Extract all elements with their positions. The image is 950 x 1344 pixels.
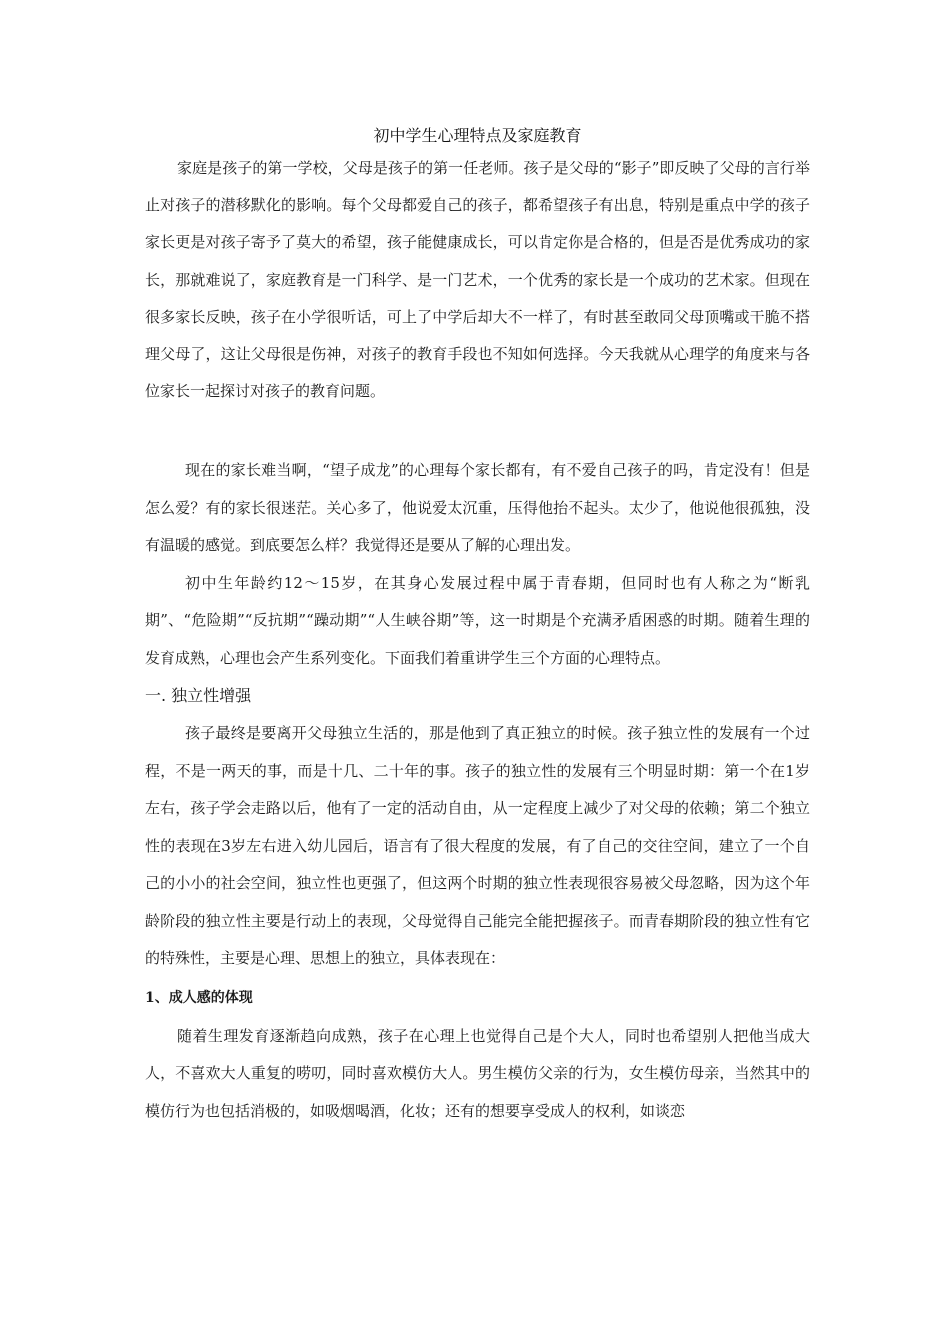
paragraph-age: 初中生年龄约12～15岁，在其身心发展过程中属于青春期，但同时也有人称之为“断乳期”、“危险期”“反抗期”“躁动期”“人生峡谷期”等，这一时期是个充满矛盾困惑的时期。随着生理的发育成熟，心理也会产生系列变化。下面我们着重讲学生三个方面的心理特点。 — [145, 573, 810, 667]
paragraph-adult-sense: 随着生理发育逐渐趋向成熟，孩子在心理上也觉得自己是个大人，同时也希望别人把他当成大人，不喜欢大人重复的唠叨，同时喜欢模仿大人。男生模仿父亲的行为，女生模仿母亲，当然其中的模仿行为也包括消极的，如吸烟喝酒，化妆；还有的想要享受成人的权利，如谈恋 — [145, 1026, 810, 1120]
blank-line — [145, 410, 810, 446]
section-heading-independence: 一. 独立性增强 — [145, 686, 252, 706]
paragraph-parents: 现在的家长难当啊，“望子成龙”的心理每个家长都有，有不爱自己孩子的吗，肯定没有！但是怎么爱？有的家长很迷茫。关心多了，他说爱太沉重，压得他抬不起头。太少了，他说他很孤独，没有温暖的感觉。到底要怎么样？我觉得还是要从了解的心理出发。 — [145, 461, 810, 555]
paragraph-independence: 孩子最终是要离开父母独立生活的，那是他到了真正独立的时候。孩子独立性的发展有一个过程，不是一两天的事，而是十几、二十年的事。孩子的独立性的发展有三个明显时期：第一个在1岁左右，孩子学会走路以后，他有了一定的活动自由，从一定程度上减少了对父母的依赖；第二个独立性的表现在3岁左右进入幼儿园后，语言有了很大程度的发展，有了自己的交往空间，建立了一个自己的小小的社会空间，独立性也更强了，但这两个时期的独立性表现很容易被父母忽略，因为这个年龄阶段的独立性主要是行动上的表现，父母觉得自己能完全能把握孩子。而青春期阶段的独立性有它的特殊性，主要是心理、思想上的独立，具体表现在： — [145, 724, 810, 968]
paragraph-intro: 家庭是孩子的第一学校，父母是孩子的第一任老师。孩子是父母的“影子”即反映了父母的言行举止对孩子的潜移默化的影响。每个父母都爱自己的孩子，都希望孩子有出息，特别是重点中学的孩子家长更是对孩子寄予了莫大的希望，孩子能健康成长，可以肯定你是合格的，但是否是优秀成功的家长，那就难说了，家庭教育是一门科学、是一门艺术，一个优秀的家长是一个成功的艺术家。但现在很多家长反映，孩子在小学很听话，可上了中学后却大不一样了，有时甚至敢同父母顶嘴或干脆不搭理父母了，这让父母很是伤神，对孩子的教育手段也不知如何选择。今天我就从心理学的角度来与各位家长一起探讨对孩子的教育问题。 — [145, 159, 810, 401]
document-body — [145, 122, 810, 1130]
subheading-adult-sense: 1、成人感的体现 — [145, 989, 253, 1006]
document-title: 初中学生心理特点及家庭教育 — [373, 126, 582, 145]
